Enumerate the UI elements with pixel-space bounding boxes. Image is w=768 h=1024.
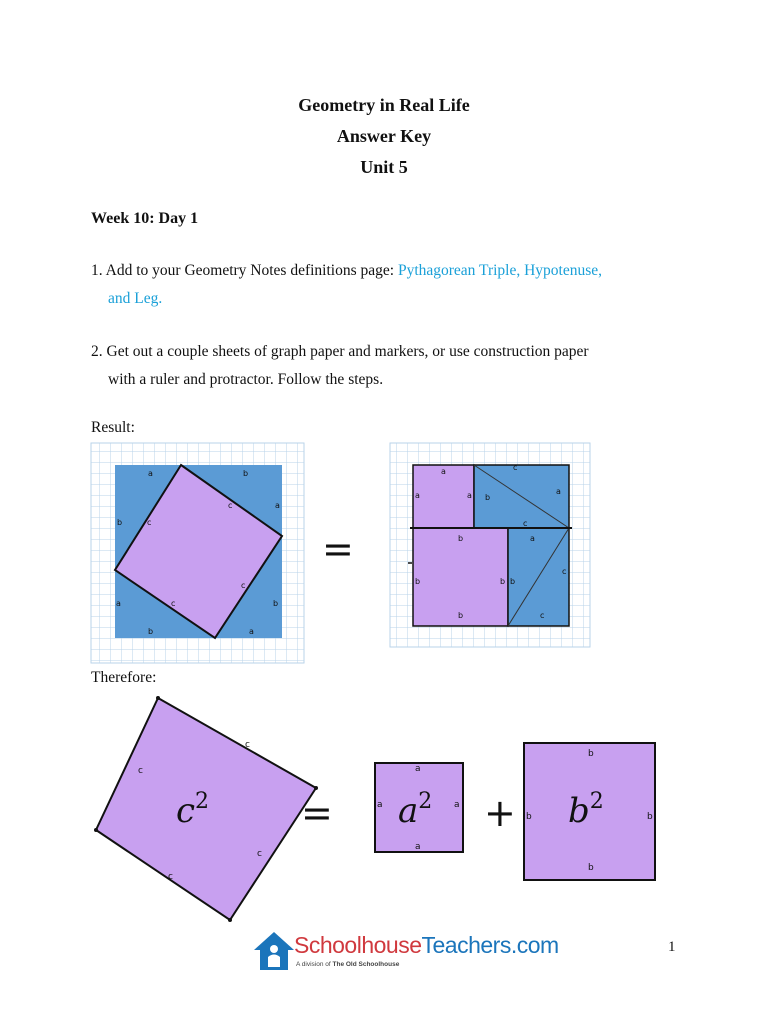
label-b: b	[588, 749, 594, 759]
label-c: c	[540, 611, 545, 620]
label-b: b	[458, 611, 464, 620]
label-c: c	[513, 463, 518, 472]
label-b: b	[148, 627, 154, 636]
instruction-1-text: Add to your Geometry Notes definitions page:	[105, 262, 395, 279]
week-heading: Week 10: Day 1	[91, 210, 199, 227]
b-exponent: 2	[589, 789, 604, 814]
document-title: Geometry in Real Life	[298, 95, 470, 115]
label-a: a	[415, 764, 421, 774]
b-variable: b	[568, 791, 590, 831]
label-a: a	[148, 469, 153, 478]
label-c: c	[147, 518, 152, 527]
page-number: 1	[668, 939, 676, 955]
label-a: a	[441, 467, 446, 476]
label-a: a	[275, 501, 280, 510]
a-exponent: 2	[418, 789, 433, 814]
label-a: a	[377, 800, 383, 810]
label-c: c	[228, 501, 233, 510]
brand-name-part1: Schoolhouse	[294, 932, 422, 958]
instruction-1-terms: Pythagorean Triple, Hypotenuse,	[397, 262, 603, 279]
equals-sign-bottom: =	[301, 791, 333, 835]
label-a: a	[415, 491, 420, 500]
label-c: c	[138, 766, 143, 776]
instruction-2-cont: with a ruler and protractor. Follow the steps.	[108, 371, 384, 388]
label-a: a	[454, 800, 460, 810]
label-c: c	[241, 581, 246, 590]
label-b: b	[243, 469, 249, 478]
label-b: b	[647, 812, 653, 822]
brand-tagline	[296, 961, 399, 968]
result-left-figure	[91, 443, 304, 663]
label-b: b	[117, 518, 123, 527]
a-variable: a	[398, 791, 419, 831]
brand-name-part2: Teachers.com	[421, 932, 559, 958]
label-a: a	[530, 534, 535, 543]
unit-heading: Unit 5	[360, 157, 408, 177]
result-right-figure	[390, 443, 590, 647]
vertex-dot	[156, 696, 160, 700]
label-c: c	[245, 740, 250, 750]
label-c: c	[168, 872, 173, 882]
label-b: b	[273, 599, 279, 608]
label-b: b	[500, 577, 506, 586]
label-a: a	[249, 627, 254, 636]
tagline-prefix: A division of	[296, 961, 331, 968]
plus-sign: +	[484, 791, 516, 835]
instruction-2-number: 2.	[91, 343, 103, 360]
vertex-dot	[94, 828, 98, 832]
label-b: b	[485, 493, 491, 502]
c-squared-square	[94, 696, 318, 922]
c-variable: c	[176, 791, 196, 831]
tagline-brand: The Old Schoolhouse	[332, 961, 400, 968]
label-a: a	[556, 487, 561, 496]
b-squared-square	[524, 743, 655, 880]
brand-name	[294, 932, 559, 959]
label-a: a	[116, 599, 121, 608]
label-b: b	[588, 863, 594, 873]
instruction-1-terms-cont: and Leg.	[108, 290, 163, 307]
house-icon	[252, 930, 296, 974]
label-a: a	[467, 491, 472, 500]
vertex-dot	[228, 918, 232, 922]
label-b: b	[526, 812, 532, 822]
label-c: c	[171, 599, 176, 608]
a-squared-square	[375, 763, 463, 852]
equals-sign-top: =	[322, 527, 354, 571]
label-b: b	[458, 534, 464, 543]
schoolhouse-teachers-logo	[252, 930, 559, 974]
c-exponent: 2	[195, 789, 210, 814]
label-b: b	[415, 577, 421, 586]
label-c: c	[257, 849, 262, 859]
label-c: c	[562, 567, 567, 576]
label-a: a	[415, 842, 421, 852]
document-subtitle: Answer Key	[336, 126, 432, 146]
instruction-2-line1: Get out a couple sheets of graph paper and markers, or use construction paper	[106, 343, 589, 360]
instruction-1-number: 1.	[91, 262, 103, 279]
result-label: Result:	[91, 419, 135, 436]
vertex-dot	[314, 786, 318, 790]
label-c: c	[523, 519, 528, 528]
therefore-label: Therefore:	[91, 669, 157, 686]
label-b: b	[510, 577, 516, 586]
